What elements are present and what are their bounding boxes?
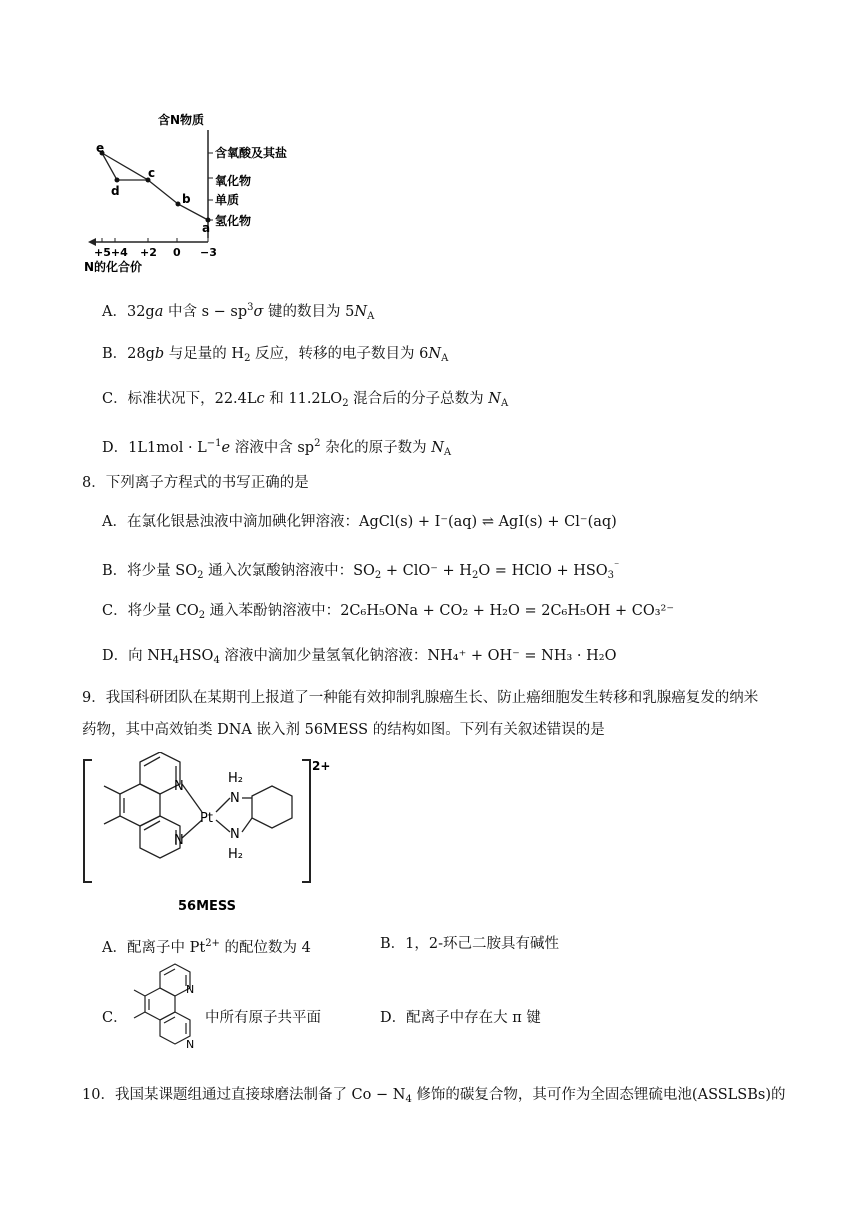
x-tick-5-4: +5+4	[94, 246, 128, 259]
point-b	[176, 202, 181, 207]
x-tick-minus3: −3	[200, 246, 217, 259]
q9-option-a: A．配离子中 $Pt^{2+}$ 的配位数为 4	[102, 938, 311, 956]
category-oxide: 氧化物	[215, 174, 252, 188]
charge-label: 2+	[312, 759, 331, 773]
atom-n-lower: N	[174, 833, 184, 848]
q8-option-b: B．将少量 $SO_2$ 通入次氯酸钠溶液中：$SO_2 + ClO^- + H_2O$ = HClO + $HSO_3^{^-}$	[102, 561, 620, 581]
x-axis-title: N的化合价	[84, 260, 143, 274]
q7-option-a: A．32ga 中含 $s - sp^3\sigma$ 键的数目为 $5N_A$	[102, 302, 375, 322]
label-a: a	[202, 221, 211, 235]
atom-n-upper: N	[174, 779, 184, 794]
label-b: b	[182, 192, 191, 206]
q7-option-c: C．标准状况下，22.4Lc 和 $11.2LO_2$ 混合后的分子总数为 $N_A$	[102, 391, 509, 409]
label-e: e	[96, 141, 105, 155]
frag-n-upper: N	[186, 983, 195, 996]
mess56-structure	[80, 752, 340, 917]
atom-pt: Pt	[200, 811, 213, 826]
category-oxyacid: 含氧酸及其盐	[215, 146, 288, 160]
q9-option-c-label: C．	[102, 1010, 128, 1026]
nitrogen-valence-diagram	[80, 108, 310, 278]
q8-option-d: D．向 $NH_4HSO_4$ 溶液中滴加少量氢氧化钠溶液：NH₄⁺ + OH⁻ = NH₃ · H₂O	[102, 648, 617, 666]
h2-upper: H₂	[228, 771, 243, 786]
atom-n-amine-lower: N	[230, 827, 240, 842]
q7-option-d: D．$1L1mol \cdot L^{-1}e$ 溶液中含 $sp^2$ 杂化的原子数为 $N_A$	[102, 438, 452, 458]
y-axis-title: 含N物质	[158, 113, 205, 127]
category-element: 单质	[215, 193, 240, 207]
point-d	[115, 178, 120, 183]
q9-option-b: B．1，2-环己二胺具有碱性	[380, 936, 560, 952]
q8-option-a: A．在氯化银悬浊液中滴加碘化钾溶液：AgCl(s) + I⁻(aq) ⇌ AgI(s) + Cl⁻(aq)	[102, 514, 617, 530]
q9-stem-line2: 药物，其中高效铂类 DNA 嵌入剂 56MESS 的结构如图。下列有关叙述错误的是	[82, 722, 605, 738]
x-tick-0: 0	[173, 246, 181, 259]
q7-option-b: B．28gb 与足量的 $H_2$ 反应，转移的电子数目为 $6N_A$	[102, 346, 449, 364]
category-hydride: 氢化物	[215, 214, 252, 228]
q9-option-c-text: 中所有原子共平面	[205, 1010, 321, 1026]
atom-n-amine-upper: N	[230, 791, 240, 806]
x-tick-2: +2	[140, 246, 157, 259]
h2-lower: H₂	[228, 847, 243, 862]
frag-n-lower: N	[186, 1038, 195, 1051]
q9-option-d: D．配离子中存在大 π 键	[380, 1010, 541, 1026]
label-d: d	[111, 184, 120, 198]
q10-stem: 10．我国某课题组通过直接球磨法制备了 $Co - N_4$ 修饰的碳复合物，其可作为全固态锂硫电池(ASSLSBs)的	[82, 1087, 786, 1105]
label-c: c	[148, 166, 156, 180]
q8-option-c: C．将少量 $CO_2$ 通入苯酚钠溶液中：2C₆H₅ONa + CO₂ + H₂O = 2C₆H₅OH + CO₃²⁻	[102, 603, 674, 621]
q8-stem: 8．下列离子方程式的书写正确的是	[82, 475, 309, 491]
q9-stem-line1: 9．我国科研团队在某期刊上报道了一种能有效抑制乳腺癌生长、防止癌细胞发生转移和乳腺癌复发的纳米	[82, 690, 759, 706]
structure-label: 56MESS	[178, 899, 237, 914]
phenanthroline-fragment	[120, 960, 210, 1060]
